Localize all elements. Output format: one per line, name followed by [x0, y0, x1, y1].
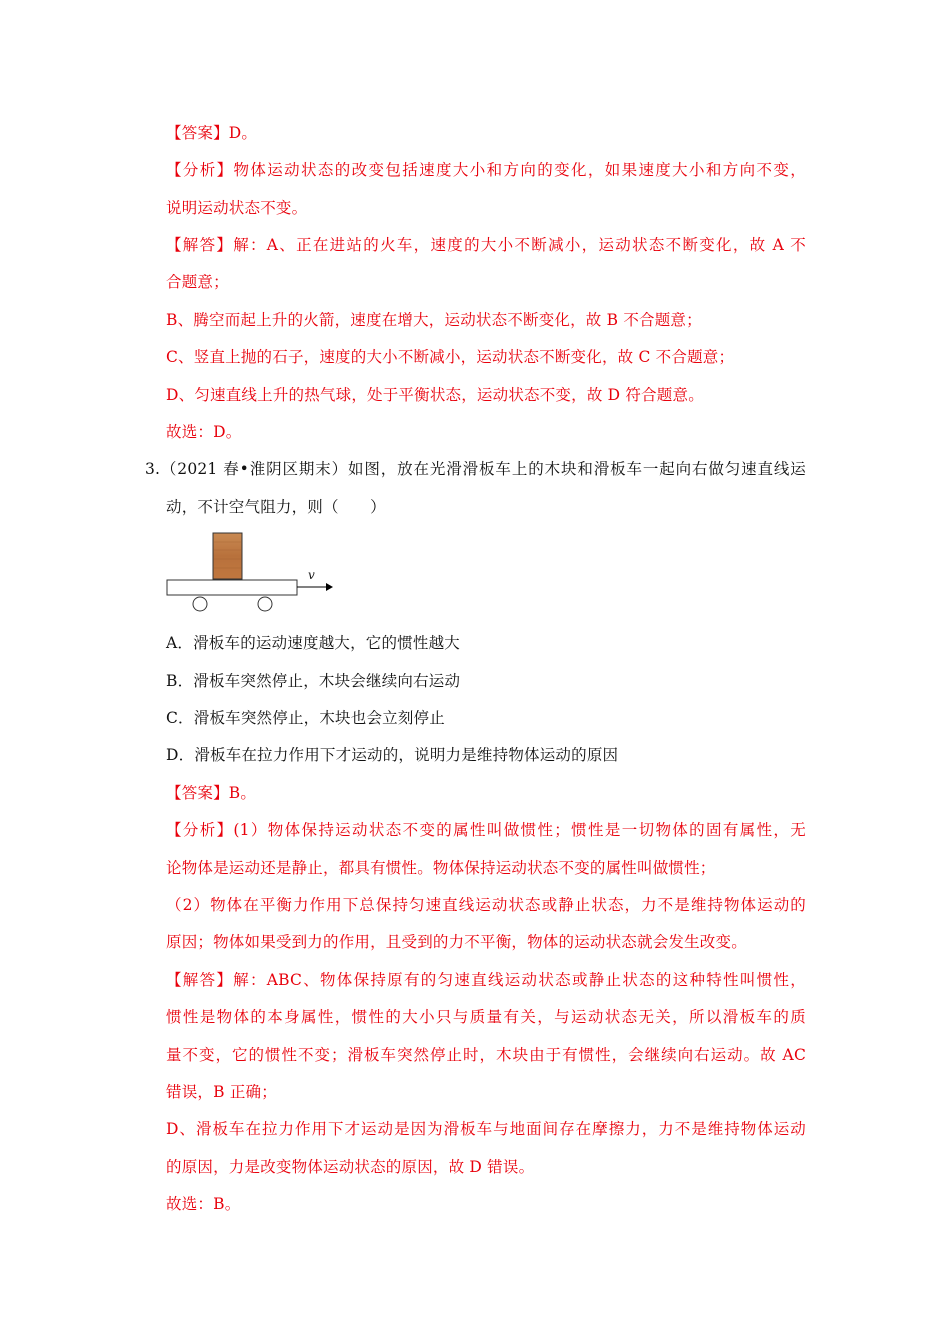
analysis-line: 【分析】物体运动状态的改变包括速度大小和方向的变化，如果速度大小和方向不变，: [166, 161, 806, 179]
skateboard: [167, 580, 297, 595]
solution-line: 量不变，它的惯性不变；滑板车突然停止时，木块由于有惯性，会继续向右运动。故 AC: [166, 1046, 806, 1064]
solution-line: 【解答】解：A、正在进站的火车，速度的大小不断减小，运动状态不断变化，故 A 不: [166, 236, 806, 254]
analysis-line: 【分析】(1）物体保持运动状态不变的属性叫做惯性；惯性是一切物体的固有属性，无: [166, 821, 806, 839]
velocity-label: v: [308, 568, 315, 582]
solution-line: D、滑板车在拉力作用下才运动是因为滑板车与地面间存在摩擦力，力不是维持物体运动: [166, 1120, 806, 1138]
answer-line: 【答案】B。: [166, 784, 257, 802]
analysis-line: （2）物体在平衡力作用下总保持匀速直线运动状态或静止状态，力不是维持物体运动的: [166, 896, 806, 914]
solution-line: B、腾空而起上升的火箭，速度在增大，运动状态不断变化，故 B 不合题意；: [166, 311, 702, 329]
solution-line: 合题意；: [166, 273, 229, 291]
answer-line: 【答案】D。: [166, 124, 258, 142]
solution-line: 的原因，力是改变物体运动状态的原因，故 D 错误。: [166, 1158, 535, 1176]
option-d: D．滑板车在拉力作用下才运动的，说明力是维持物体运动的原因: [166, 746, 619, 764]
solution-line: 【解答】解：ABC、物体保持原有的匀速直线运动状态或静止状态的这种特性叫惯性，: [166, 971, 806, 989]
choice-line: 故选：B。: [166, 1195, 241, 1213]
wood-block: [213, 533, 242, 579]
analysis-line: 原因；物体如果受到力的作用，且受到的力不平衡，物体的运动状态就会发生改变。: [166, 933, 747, 951]
solution-line: 错误，B 正确；: [166, 1083, 277, 1101]
option-c: C．滑板车突然停止，木块也会立刻停止: [166, 709, 445, 727]
solution-line: 惯性是物体的本身属性，惯性的大小只与质量有关，与运动状态无关，所以滑板车的质: [166, 1008, 806, 1026]
question-stem: 动，不计空气阻力，则（ ）: [166, 498, 386, 516]
solution-line: D、匀速直线上升的热气球，处于平衡状态，运动状态不变，故 D 符合题意。: [166, 386, 704, 404]
choice-line: 故选：D。: [166, 423, 242, 441]
wheel: [193, 597, 207, 611]
solution-line: C、竖直上抛的石子，速度的大小不断减小，运动状态不断变化，故 C 不合题意；: [166, 348, 735, 366]
analysis-line: 论物体是运动还是静止，都具有惯性。物体保持运动状态不变的属性叫做惯性；: [166, 859, 716, 877]
skateboard-figure: [166, 532, 336, 614]
wheel: [258, 597, 272, 611]
analysis-line: 说明运动状态不变。: [166, 199, 308, 217]
question-stem: 3.（2021 春•淮阴区期末）如图，放在光滑滑板车上的木块和滑板车一起向右做匀速直线运: [145, 460, 806, 478]
option-b: B．滑板车突然停止，木块会继续向右运动: [166, 672, 461, 690]
option-a: A．滑板车的运动速度越大，它的惯性越大: [166, 634, 460, 652]
